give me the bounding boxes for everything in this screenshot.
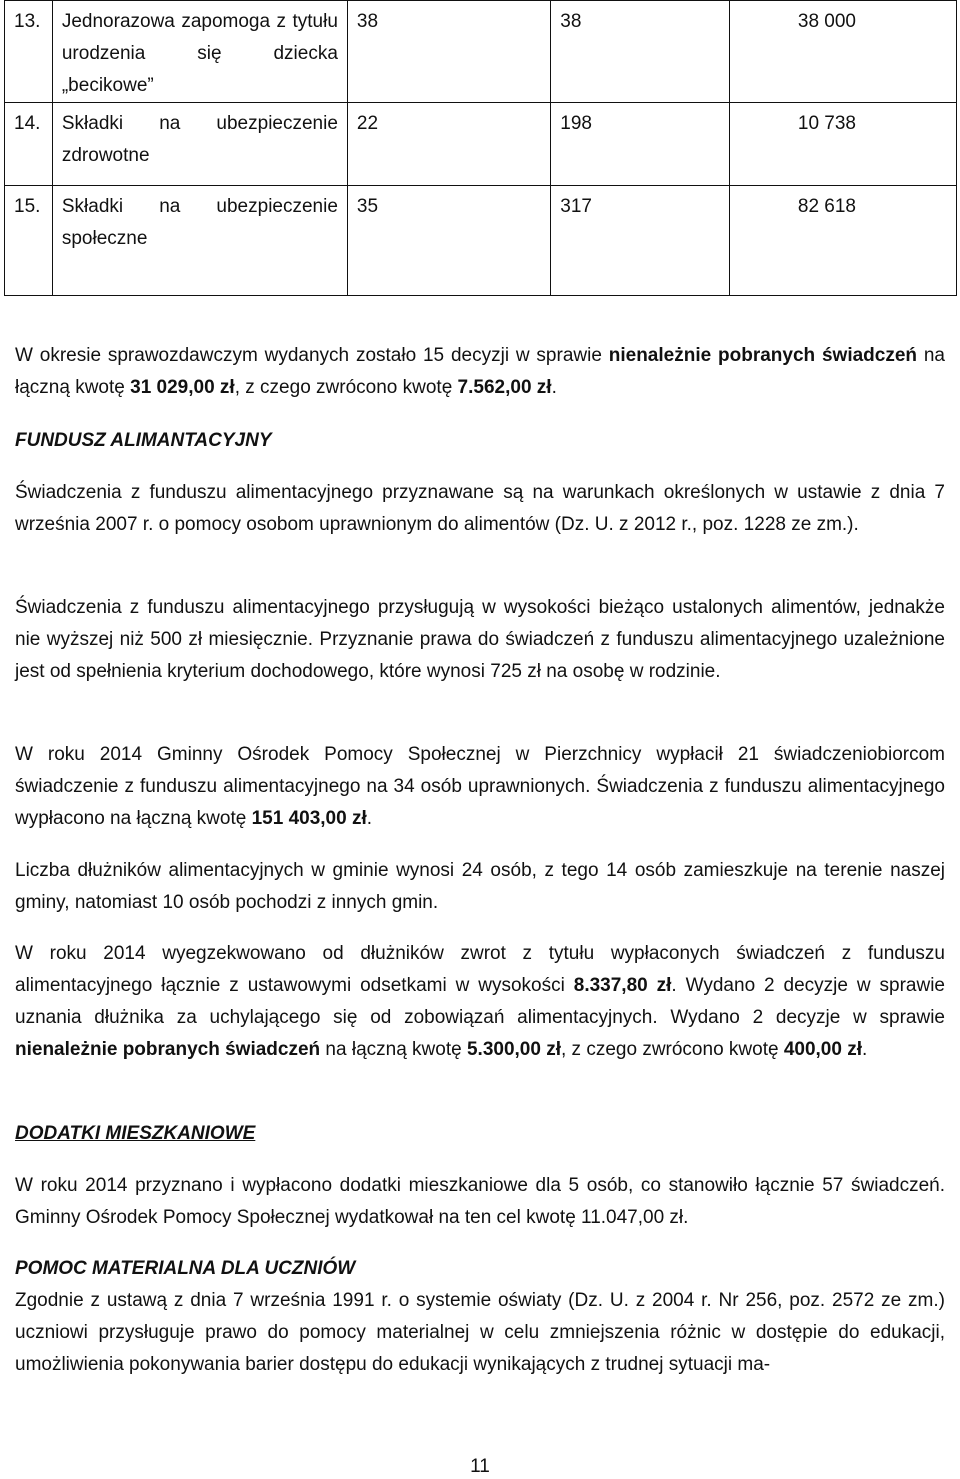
row-value-a: 22 [347,103,550,186]
paragraph-fundusz-intro: Świadczenia z funduszu alimentacyjnego przyznawane są na warunkach określonych w ustawie z dnia 7 września 2007 r. o pomocy osobom uprawnionym do alimentów (Dz. U. z 2012 r., poz. 1228 ze zm.). [15,482,945,535]
row-name: Składki na ubezpieczenie społeczne [52,186,347,296]
paragraph-debtors: Liczba dłużników alimentacyjnych w gminie wynosi 24 osób, z tego 14 osób zamieszkuje na terenie naszej gminy, natomiast 10 osób pochodzi z innych gmin. [15,860,945,913]
text: . Wydano 2 decyzje w sprawie uznania dłużnika za uchylającego się od zobowiązań alimentacyjnych. Wydano 2 decyzje w sprawie [15,975,945,1028]
section-heading-dodatki: DODATKI MIESZKANIOWE [15,1123,256,1144]
table-row [5,103,957,186]
paragraph-recovery [15,938,945,1066]
row-value-c: 82 618 [730,186,957,296]
text: W okresie sprawozdawczym wydanych zostało 15 decyzji w sprawie [15,345,609,366]
row-value-b: 198 [551,103,730,186]
bold-text: nienależnie pobranych świadczeń [15,1039,321,1060]
text: . [551,377,557,398]
bold-text: 5.300,00 zł [466,1039,561,1060]
paragraph-undue-benefits [15,340,945,404]
paragraph-dodatki: W roku 2014 przyznano i wypłacono dodatki mieszkaniowe dla 5 osób, co stanowiło łącznie 57 świadczeń. Gminny Ośrodek Pomocy Społecznej wydatkował na ten cel kwotę 11.047,00 zł. [15,1175,945,1228]
text: , z czego zwrócono kwotę [561,1039,784,1060]
paragraph-pomoc: Zgodnie z ustawą z dnia 7 września 1991 r. o systemie oświaty (Dz. U. z 2004 r. Nr 256, poz. 2572 ze zm.) uczniowi przysługuje prawo do pomocy materialnej w celu zmniejszenia różnic w dostępie do edukacji, umożliwienia pokonywania barier dostępu do edukacji wynikających z trudnej sytuacji ma- [15,1290,945,1375]
row-value-b: 317 [551,186,730,296]
benefits-table [4,0,957,296]
row-name: Jednorazowa zapomoga z tytułu urodzenia się dziecka „becikowe” [52,1,347,103]
text: W roku 2014 Gminny Ośrodek Pomocy Społecznej w Pierzchnicy wypłacił 21 świadczeniobiorcom świadczenie z funduszu alimentacyjnego na 34 osób uprawnionych. Świadczenia z funduszu alimentacyjnego wypłacono na łączną kwotę [15,744,945,829]
row-value-a: 35 [347,186,550,296]
section-heading-fundusz: FUNDUSZ ALIMANTACYJNY [15,430,272,451]
row-name: Składki na ubezpieczenie zdrowotne [52,103,347,186]
paragraph-fundusz-payments [15,739,945,835]
bold-text: 31 029,00 zł [130,377,235,398]
text: , z czego zwrócono kwotę [234,377,458,398]
row-value-c: 38 000 [730,1,957,103]
table-row [5,1,957,103]
bold-text: 400,00 zł [783,1039,862,1060]
table-row [5,186,957,296]
row-number: 15. [5,186,53,296]
page-number: 11 [470,1456,490,1477]
bold-text: nienależnie pobranych świadczeń [608,345,918,366]
bold-text: 151 403,00 zł [251,808,367,829]
row-number: 13. [5,1,53,103]
text: na łączną kwotę [15,345,945,398]
text: . [862,1039,868,1060]
paragraph-fundusz-amount: Świadczenia z funduszu alimentacyjnego przysługują w wysokości bieżąco ustalonych alimentów, jednakże nie wyższej niż 500 zł miesięcznie. Przyznanie prawa do świadczeń z funduszu alimentacyjnego uzależnione jest od spełnienia kryterium dochodowego, które wynosi 725 zł na osobę w rodzinie. [15,597,945,682]
section-heading-pomoc: POMOC MATERIALNA DLA UCZNIÓW [15,1258,356,1279]
bold-text: 7.562,00 zł [457,377,552,398]
row-number: 14. [5,103,53,186]
text: . [366,808,373,829]
text: W roku 2014 wyegzekwowano od dłużników zwrot z tytułu wypłaconych świadczeń z funduszu alimentacyjnego łącznie z ustawowymi odsetkami w wysokości [15,943,945,996]
row-value-a: 38 [347,1,550,103]
text: na łączną kwotę [320,1039,467,1060]
row-value-b: 38 [551,1,730,103]
bold-text: 8.337,80 zł [573,975,672,996]
row-value-c: 10 738 [730,103,957,186]
